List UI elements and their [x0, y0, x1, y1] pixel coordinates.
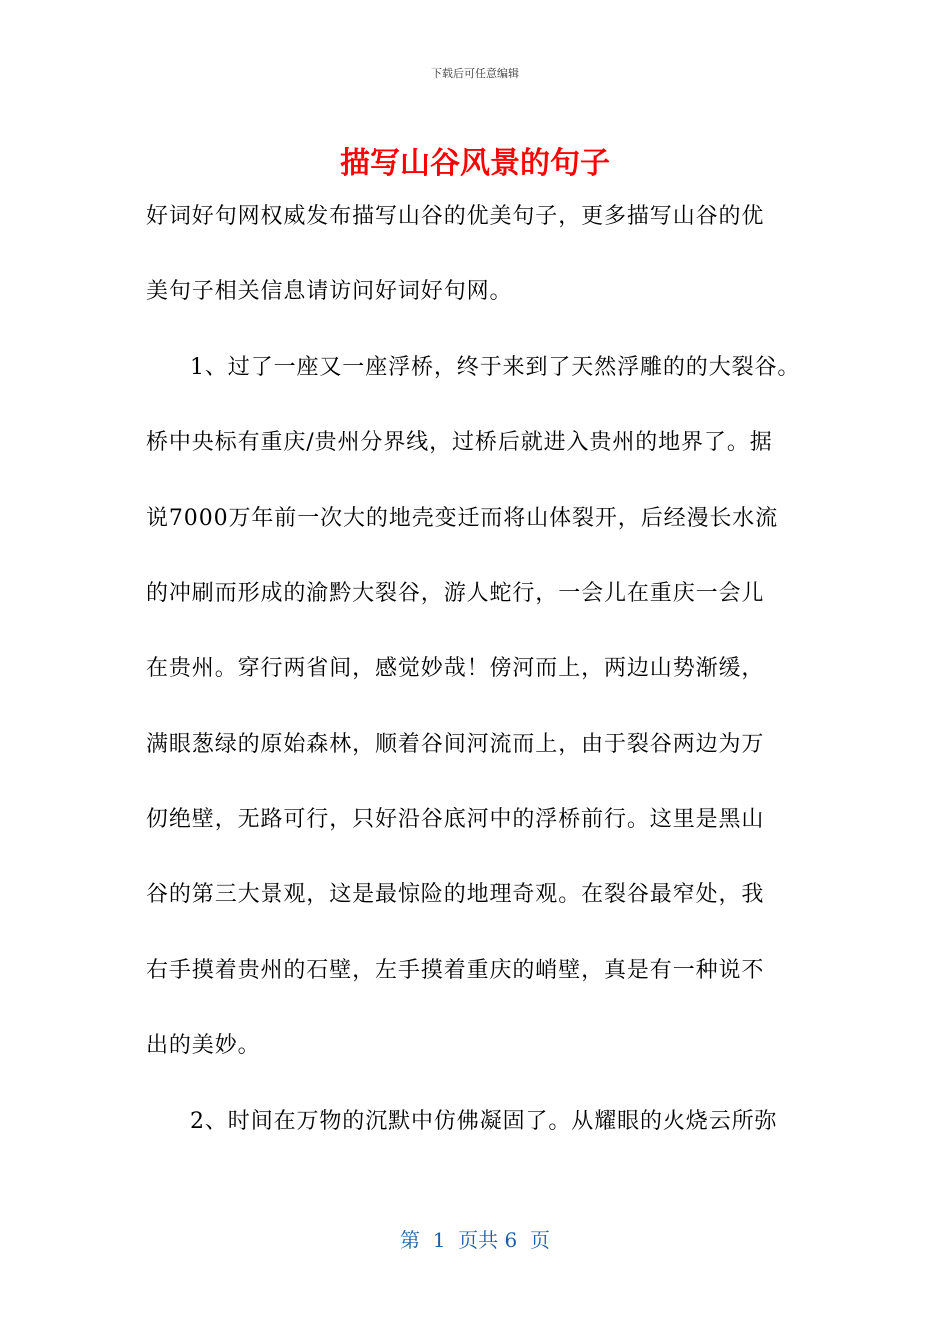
line-spacer: [146, 839, 806, 877]
line-spacer: [146, 386, 806, 424]
line-spacer: [146, 537, 806, 575]
paragraph-2-line: 2、时间在万物的沉默中仿佛凝固了。从耀眼的火烧云所弥: [190, 1108, 778, 1134]
line-spacer: [146, 989, 806, 1027]
line-spacer: [146, 763, 806, 801]
paragraph-1-line: 仞绝壁，无路可行，只好沿谷底河中的浮桥前行。这里是黑山: [146, 807, 765, 832]
document-body: [146, 198, 806, 1140]
paragraph-1-line: 出的美妙。: [146, 1033, 261, 1059]
line-spacer: [146, 462, 806, 500]
line-spacer: [146, 311, 806, 349]
paragraph-1-line: 满眼葱绿的原始森林，顺着谷间河流而上，由于裂谷两边为万: [146, 731, 765, 757]
paragraph-1-line: 说7000万年前一次大的地壳变迁而将山体裂开，后经漫长水流: [146, 505, 779, 531]
line-spacer: [146, 613, 806, 651]
line-spacer: [146, 1065, 806, 1103]
paragraph-1-line: 在贵州。穿行两省间，感觉妙哉！傍河而上，两边山势渐缓，: [146, 656, 765, 682]
header-note: 下载后可任意编辑: [431, 67, 519, 80]
line-spacer: [146, 688, 806, 726]
paragraph-1-line: 桥中央标有重庆/贵州分界线，过桥后就进入贵州的地界了。据: [146, 430, 773, 456]
paragraph-1-line: 1、过了一座又一座浮桥，终于来到了天然浮雕的的大裂谷。: [190, 354, 801, 380]
page-number-footer: 第 1 页共 6 页: [400, 1228, 550, 1252]
paragraph-1-line: 谷的第三大景观，这是最惊险的地理奇观。在裂谷最窄处，我: [146, 882, 765, 908]
line-spacer: [146, 914, 806, 952]
intro-line: 好词好句网权威发布描写山谷的优美句子，更多描写山谷的优: [146, 204, 765, 229]
paragraph-1-line: 的冲刷而形成的渝黔大裂谷，游人蛇行，一会儿在重庆一会儿: [146, 580, 765, 606]
intro-line: 美句子相关信息请访问好词好句网。: [146, 279, 513, 305]
document-title: 描写山谷风景的句子: [340, 146, 610, 181]
line-spacer: [146, 236, 806, 274]
paragraph-1-line: 右手摸着贵州的石壁，左手摸着重庆的峭壁，真是有一种说不: [146, 957, 765, 983]
